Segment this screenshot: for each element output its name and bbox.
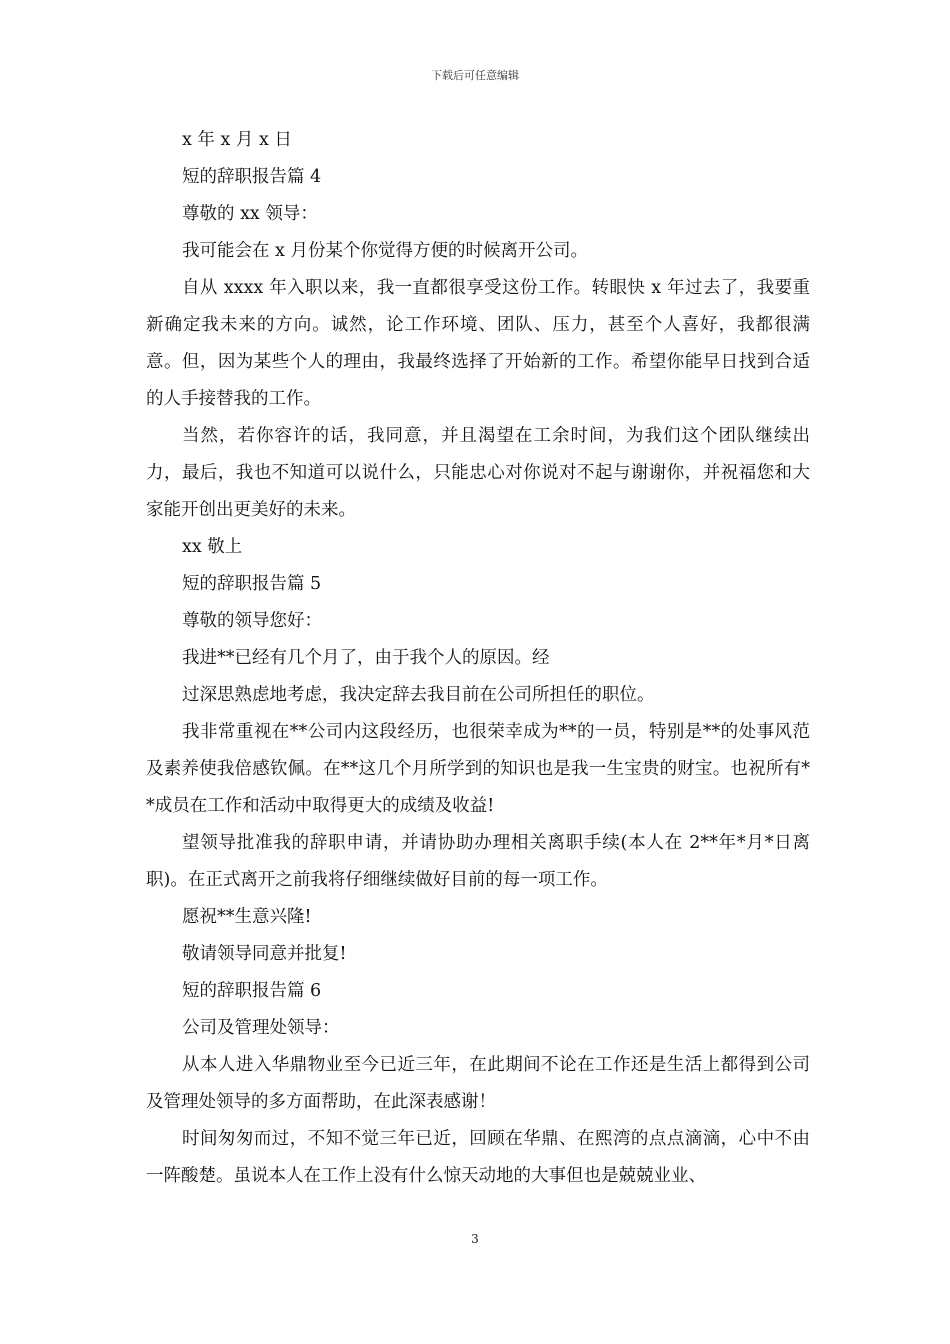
salutation-6: 公司及管理处领导： bbox=[182, 1018, 340, 1038]
section-title-5: 短的辞职报告篇 5 bbox=[182, 574, 322, 594]
page-header-note: 下载后可任意编辑 bbox=[431, 69, 519, 82]
section-title-6: 短的辞职报告篇 6 bbox=[182, 981, 322, 1001]
body-paragraph: 我非常重视在**公司内这段经历，也很荣幸成为**的一员，特别是**的处事风范及素养使我倍感钦佩。在**这几个月所学到的知识也是我一生宝贵的财宝。也祝所有**成员在工作和活动中取得更大的成绩及收益! bbox=[146, 722, 810, 816]
body-paragraph: 望领导批准我的辞职申请，并请协助办理相关离职手续(本人在 2**年*月*日离职)。在正式离开之前我将仔细继续做好目前的每一项工作。 bbox=[146, 833, 810, 890]
body-paragraph: 我可能会在 x 月份某个你觉得方便的时候离开公司。 bbox=[182, 241, 588, 261]
closing-line: 愿祝**生意兴隆! bbox=[182, 907, 312, 927]
body-paragraph: 时间匆匆而过，不知不觉三年已近，回顾在华鼎、在熙湾的点点滴滴，心中不由一阵酸楚。虽说本人在工作上没有什么惊天动地的大事但也是兢兢业业、 bbox=[146, 1129, 810, 1186]
signature-line: xx 敬上 bbox=[182, 537, 243, 557]
page-number: 3 bbox=[471, 1232, 479, 1246]
date-line: x 年 x 月 x 日 bbox=[182, 130, 292, 150]
body-paragraph: 过深思熟虑地考虑，我决定辞去我目前在公司所担任的职位。 bbox=[182, 685, 655, 705]
section-title-4: 短的辞职报告篇 4 bbox=[182, 167, 322, 187]
salutation-4: 尊敬的 xx 领导： bbox=[182, 204, 318, 224]
closing-line: 敬请领导同意并批复! bbox=[182, 944, 347, 964]
salutation-5: 尊敬的领导您好： bbox=[182, 611, 322, 631]
body-paragraph: 当然，若你容许的话，我同意，并且渴望在工余时间，为我们这个团队继续出力，最后，我也不知道可以说什么，只能忠心对你说对不起与谢谢你，并祝福您和大家能开创出更美好的未来。 bbox=[146, 426, 810, 520]
document-body bbox=[146, 122, 810, 1195]
body-paragraph: 自从 xxxx 年入职以来，我一直都很享受这份工作。转眼快 x 年过去了，我要重新确定我未来的方向。诚然，论工作环境、团队、压力，甚至个人喜好，我都很满意。但，因为某些个人的理由，我最终选择了开始新的工作。希望你能早日找到合适的人手接替我的工作。 bbox=[146, 278, 810, 409]
body-paragraph: 从本人进入华鼎物业至今已近三年，在此期间不论在工作还是生活上都得到公司及管理处领导的多方面帮助，在此深表感谢！ bbox=[146, 1055, 810, 1112]
body-paragraph: 我进**已经有几个月了，由于我个人的原因。经 bbox=[182, 648, 550, 668]
